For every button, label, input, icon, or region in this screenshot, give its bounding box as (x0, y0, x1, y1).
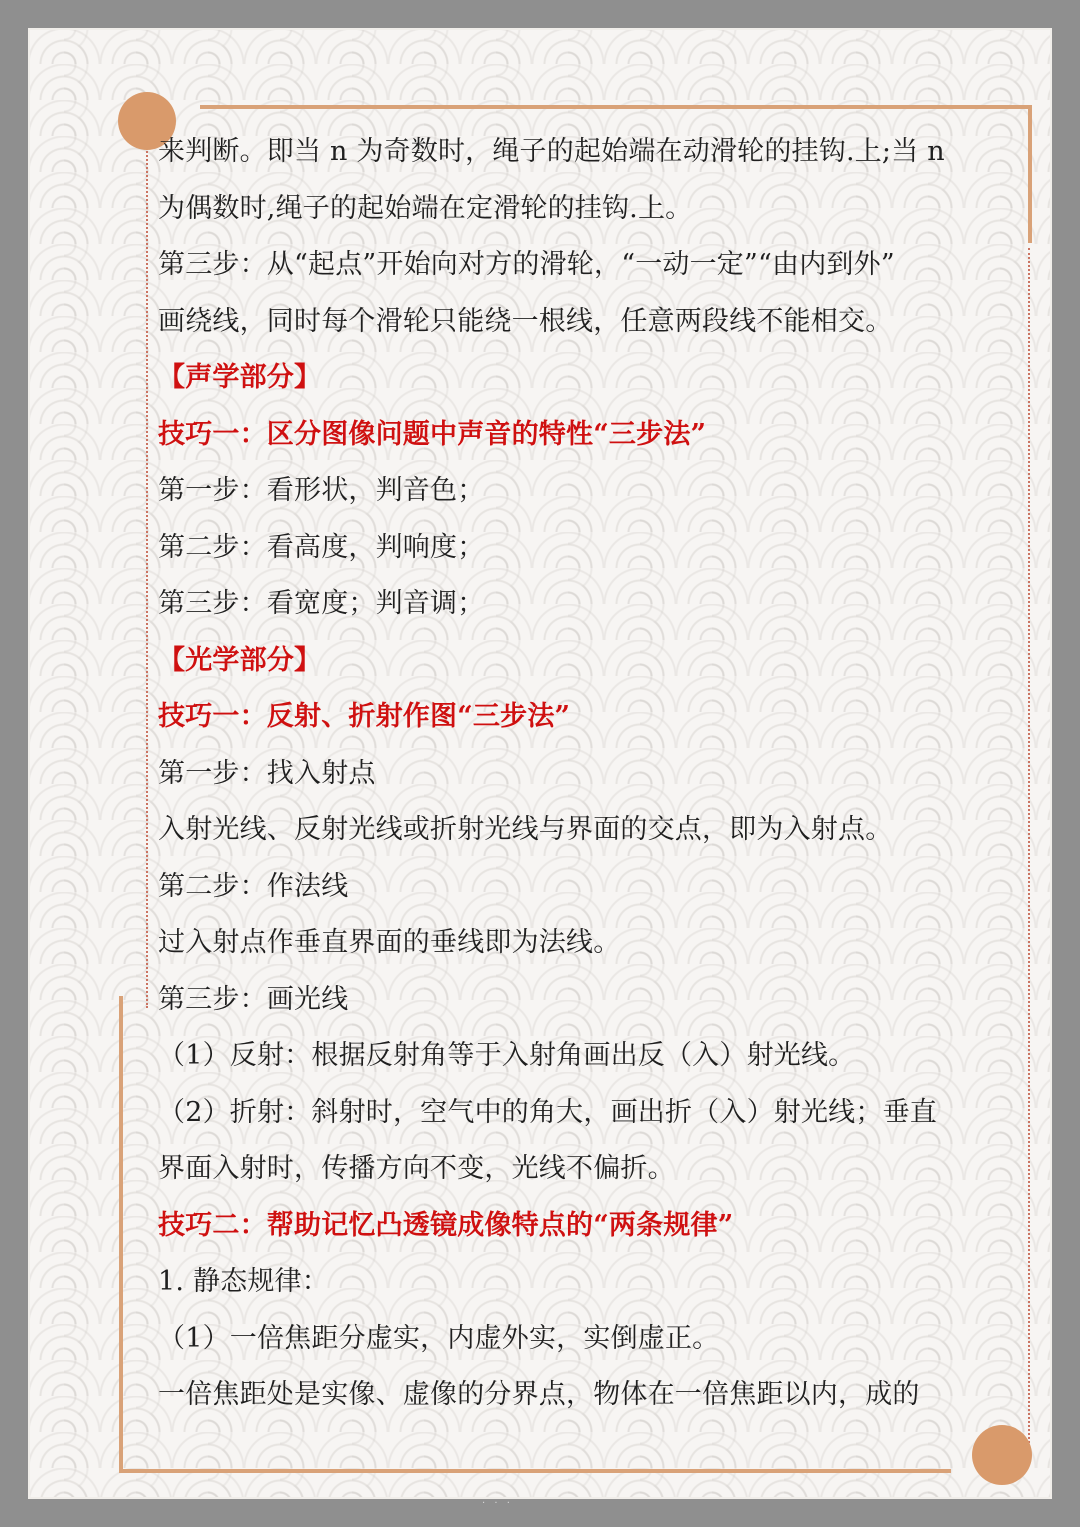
frame-top-line (200, 105, 1032, 109)
document-page (28, 28, 1052, 1499)
technique-heading: 技巧一：区分图像问题中声音的特性“三步法” (158, 418, 707, 450)
text-line: 第二步：作法线 (158, 870, 349, 902)
section-heading: 【声学部分】 (158, 362, 322, 393)
bottom-right-decoration-circle (972, 1425, 1032, 1485)
text-line: 1. 静态规律： (158, 1266, 329, 1297)
text-line: 来判断。即当 n 为奇数时，绳子的起始端在动滑轮的挂钩.上;当 n (158, 136, 945, 167)
text-line: 过入射点作垂直界面的垂线即为法线。 (158, 927, 621, 958)
footer-decoration: · · · (482, 1498, 513, 1509)
text-line: 第三步：画光线 (158, 983, 349, 1015)
document-content (158, 124, 993, 1424)
technique-heading: 技巧二：帮助记忆凸透镜成像特点的“两条规律” (158, 1209, 734, 1241)
text-line: 为偶数时,绳子的起始端在定滑轮的挂钩.上。 (158, 192, 693, 224)
frame-bottom-line (119, 1469, 951, 1473)
text-line: 界面入射时，传播方向不变，光线不偏折。 (158, 1153, 675, 1184)
text-line: 画绕线，同时每个滑轮只能绕一根线，任意两段线不能相交。 (158, 305, 893, 337)
right-dotted-border (1028, 248, 1030, 1443)
section-heading: 【光学部分】 (158, 644, 322, 676)
technique-heading: 技巧一：反射、折射作图“三步法” (158, 701, 571, 732)
text-line: 第三步：看宽度；判音调； (158, 588, 485, 619)
text-line: 一倍焦距处是实像、虚像的分界点，物体在一倍焦距以内，成的 (158, 1379, 920, 1410)
text-line: （1）反射：根据反射角等于入射角画出反（入）射光线。 (158, 1040, 856, 1071)
text-line: 第三步：从“起点”开始向对方的滑轮，“一动一定”“由内到外” (158, 249, 895, 280)
text-line: （2）折射：斜射时，空气中的角大，画出折（入）射光线；垂直 (158, 1096, 937, 1128)
text-line: 入射光线、反射光线或折射光线与界面的交点，即为入射点。 (158, 814, 893, 845)
text-line: 第二步：看高度，判响度； (158, 531, 485, 563)
frame-left-line (119, 996, 123, 1473)
text-line: 第一步：看形状，判音色； (158, 475, 485, 506)
frame-right-line (1028, 105, 1032, 243)
text-line: 第一步：找入射点 (158, 757, 376, 789)
left-dotted-border (146, 148, 148, 1008)
text-line: （1）一倍焦距分虚实，内虚外实，实倒虚正。 (158, 1322, 720, 1354)
